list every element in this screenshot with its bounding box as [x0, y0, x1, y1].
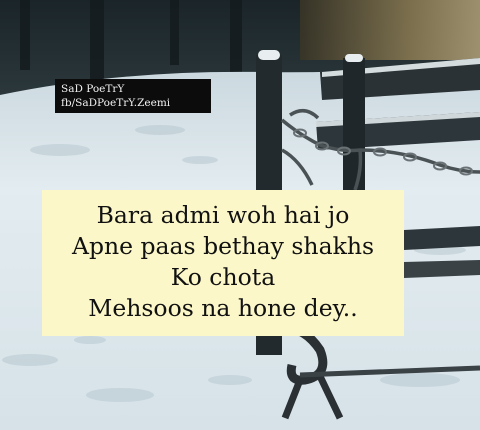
watermark-handle: fb/SaDPoeTrY.Zeemi — [61, 97, 171, 109]
quote-line-1: Bara admi woh hai jo — [96, 201, 350, 229]
quote-line-2: Apne paas bethay shakhs — [71, 232, 375, 260]
watermark-label — [55, 79, 211, 113]
bench-rear-post — [343, 58, 365, 208]
dry-grass — [300, 0, 480, 60]
watermark-title: SaD PoeTrY — [61, 83, 125, 95]
quote-box — [42, 190, 404, 336]
quote-line-3: Ko chota — [170, 263, 276, 291]
quote-line-4: Mehsoos na hone dey.. — [88, 294, 358, 322]
